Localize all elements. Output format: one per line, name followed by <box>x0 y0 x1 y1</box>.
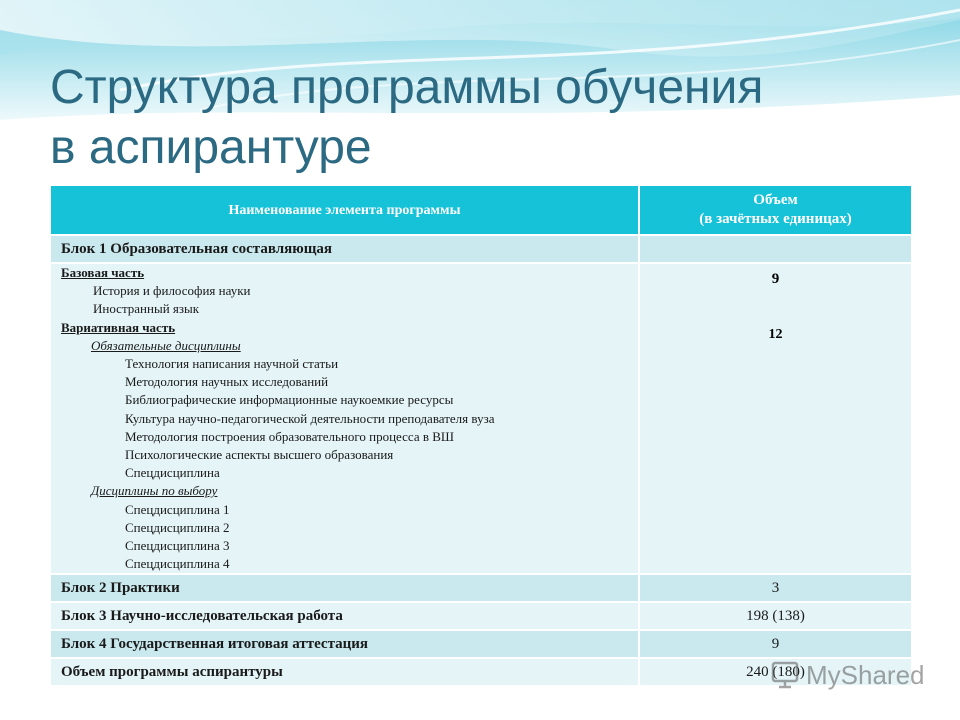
table-row-block4 <box>51 631 911 657</box>
block3-value: 198 (138) <box>640 603 911 629</box>
header-element-name: Наименование элемента программы <box>51 186 638 234</box>
block3-name: Блок 3 Научно-исследовательская работа <box>51 603 638 629</box>
block1-details-list <box>51 264 638 573</box>
header-volume-line1: Объем <box>753 192 798 208</box>
table-row-block2 <box>51 575 911 601</box>
elective-item: Спецдисциплина 1 <box>125 501 230 517</box>
block2-value: 3 <box>640 575 911 601</box>
projector-screen-icon <box>770 660 800 690</box>
table-row-block1-details <box>51 264 911 573</box>
block1-value <box>640 236 911 262</box>
elective-item: Спецдисциплина 3 <box>125 538 230 554</box>
elective-item: Спецдисциплина 4 <box>125 556 230 572</box>
mandatory-item: Методология построения образовательного процесса в ВШ <box>125 428 455 444</box>
mandatory-item: Психологические аспекты высшего образования <box>125 447 394 463</box>
mandatory-item: Спецдисциплина <box>125 465 220 481</box>
elective-item: Спецдисциплина 2 <box>125 519 230 535</box>
base-item: История и философия науки <box>93 283 251 299</box>
slide-title-line1: Структура программы обучения <box>50 61 764 114</box>
base-part-value: 9 <box>771 270 780 287</box>
base-item: Иностранный язык <box>93 301 200 317</box>
total-value: 240 (180) <box>640 659 911 685</box>
header-volume <box>640 186 911 234</box>
mandatory-label: Обязательные дисциплины <box>91 337 241 353</box>
variable-part-label: Вариативная часть <box>61 319 176 335</box>
slide-title-line2: в аспирантуре <box>50 121 372 174</box>
block4-name: Блок 4 Государственная итоговая аттестация <box>51 631 638 657</box>
mandatory-item: Технология написания научной статьи <box>125 356 339 372</box>
mandatory-item: Библиографические информационные наукоемкие ресурсы <box>125 392 454 408</box>
block2-name: Блок 2 Практики <box>51 575 638 601</box>
elective-label: Дисциплины по выбору <box>91 483 218 499</box>
watermark <box>770 655 930 695</box>
block4-value: 9 <box>640 631 911 657</box>
mandatory-item: Культура научно-педагогической деятельности преподавателя вуза <box>125 410 495 426</box>
watermark-text: MyShared <box>806 659 925 690</box>
total-name: Объем программы аспирантуры <box>51 659 638 685</box>
block1-name: Блок 1 Образовательная составляющая <box>51 236 638 262</box>
variable-part-value: 12 <box>768 326 783 342</box>
program-structure-table <box>49 184 913 687</box>
base-part-label: Базовая часть <box>61 265 145 280</box>
mandatory-item: Методология научных исследований <box>125 374 329 390</box>
header-volume-line2: (в зачётных единицах) <box>699 211 852 227</box>
slide-title <box>50 58 930 178</box>
table-row-block3 <box>51 603 911 629</box>
table-row-block1 <box>51 236 911 262</box>
table-header-row <box>51 186 911 234</box>
block1-details-values <box>640 264 911 573</box>
